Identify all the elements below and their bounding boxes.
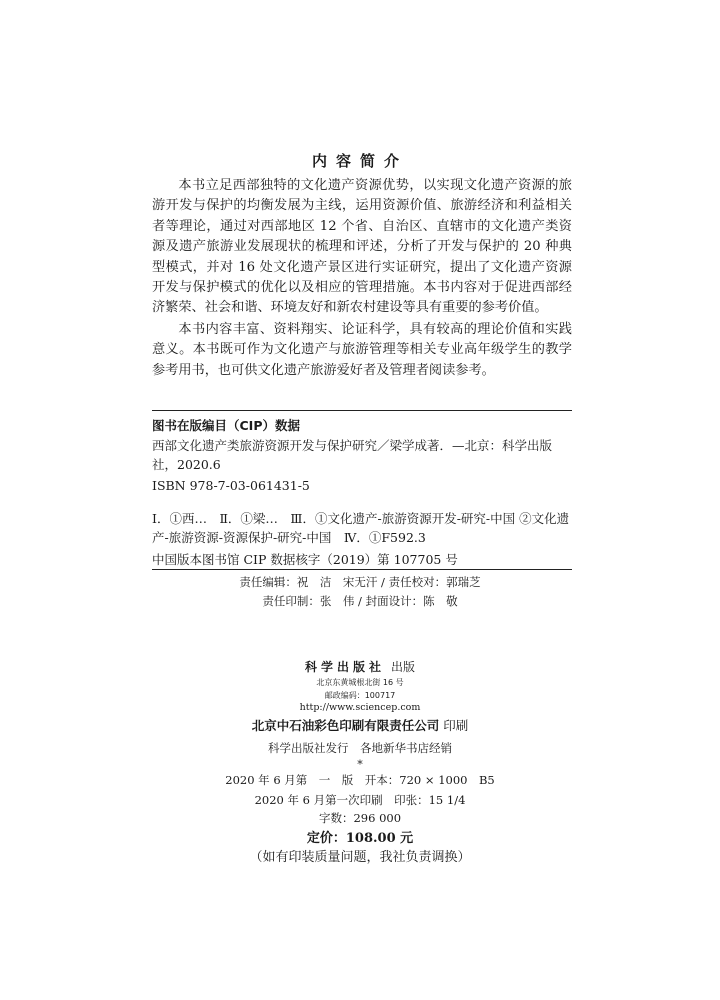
publisher-line xyxy=(0,658,720,675)
edition-info: 2020 年 6 月第 一 版 开本：720 × 1000 B5 xyxy=(225,773,495,787)
cip-bibliographic-entry: 西部文化遗产类旅游资源开发与保护研究／梁学成著．—北京：科学出版社，2020.6 xyxy=(152,438,553,472)
publisher-website: http://www.sciencep.com xyxy=(299,702,421,713)
cip-data-box xyxy=(152,410,572,570)
cip-classification: Ⅰ．①西… Ⅱ．①梁… Ⅲ．①文化遗产-旅游资源开发-研究-中国 ②文化遗产-旅游资源-资源保护-研究-中国 Ⅳ．①F592.3 xyxy=(152,511,570,545)
quality-notice: （如有印装质量问题，我社负责调换） xyxy=(249,850,471,865)
publisher-name: 科学出版社 xyxy=(304,660,385,674)
publisher-suffix: 出版 xyxy=(391,660,416,674)
cip-isbn: ISBN 978-7-03-061431-5 xyxy=(152,478,310,493)
printer-line xyxy=(0,716,720,734)
separator-star: * xyxy=(357,758,363,771)
printer-name: 北京中石油彩色印刷有限责任公司 xyxy=(251,718,440,733)
word-count: 字数：296 000 xyxy=(318,811,402,825)
publisher-address: 北京东黄城根北街 16 号 xyxy=(316,678,404,687)
intro-paragraph-2 xyxy=(152,320,572,381)
distribution-line: 科学出版社发行 各地新华书店经销 xyxy=(268,741,452,755)
intro-paragraph-1 xyxy=(152,176,572,319)
publisher-postcode: 邮政编码：100717 xyxy=(324,691,396,700)
cip-heading: 图书在版编目（CIP）数据 xyxy=(152,418,300,433)
intro-title: 内容简介 xyxy=(311,152,408,170)
cip-approval-code: 中国版本图书馆 CIP 数据核字（2019）第 107705 号 xyxy=(152,552,458,567)
price: 定价：108.00 元 xyxy=(306,831,414,846)
intro-paragraph-1-text: 本书立足西部独特的文化遗产资源优势，以实现文化遗产资源的旅游开发与保护的均衡发展为主线，运用资源价值、旅游经济和利益相关者等理论，通过对西部地区 12 个省、自治区、直辖市的文化遗产类资源及遗产旅游业发展现状的梳理和评述，分析了开发与保护的 20 种典型模式，并对 16 处文化遗产景区进行实证研究，提出了文化遗产资源开发与保护模式的优化以及相应的管理措施。本书内容对于促进西部经济繁荣、社会和谐、环境友好和新农村建设等具有重要的参考价值。 xyxy=(152,178,572,316)
printing-info: 2020 年 6 月第一次印刷 印张：15 1/4 xyxy=(254,793,466,807)
production-credits: 责任印制：张 伟 / 封面设计：陈 敬 xyxy=(262,594,458,608)
printer-suffix: 印刷 xyxy=(443,718,469,733)
editor-credits: 责任编辑：祝 洁 宋无汗 / 责任校对：郭瑞芝 xyxy=(239,575,481,589)
intro-paragraph-2-text: 本书内容丰富、资料翔实、论证科学，具有较高的理论价值和实践意义。本书既可作为文化遗产与旅游管理等相关专业高年级学生的教学参考用书，也可供文化遗产旅游爱好者及管理者阅读参考。 xyxy=(152,322,572,378)
